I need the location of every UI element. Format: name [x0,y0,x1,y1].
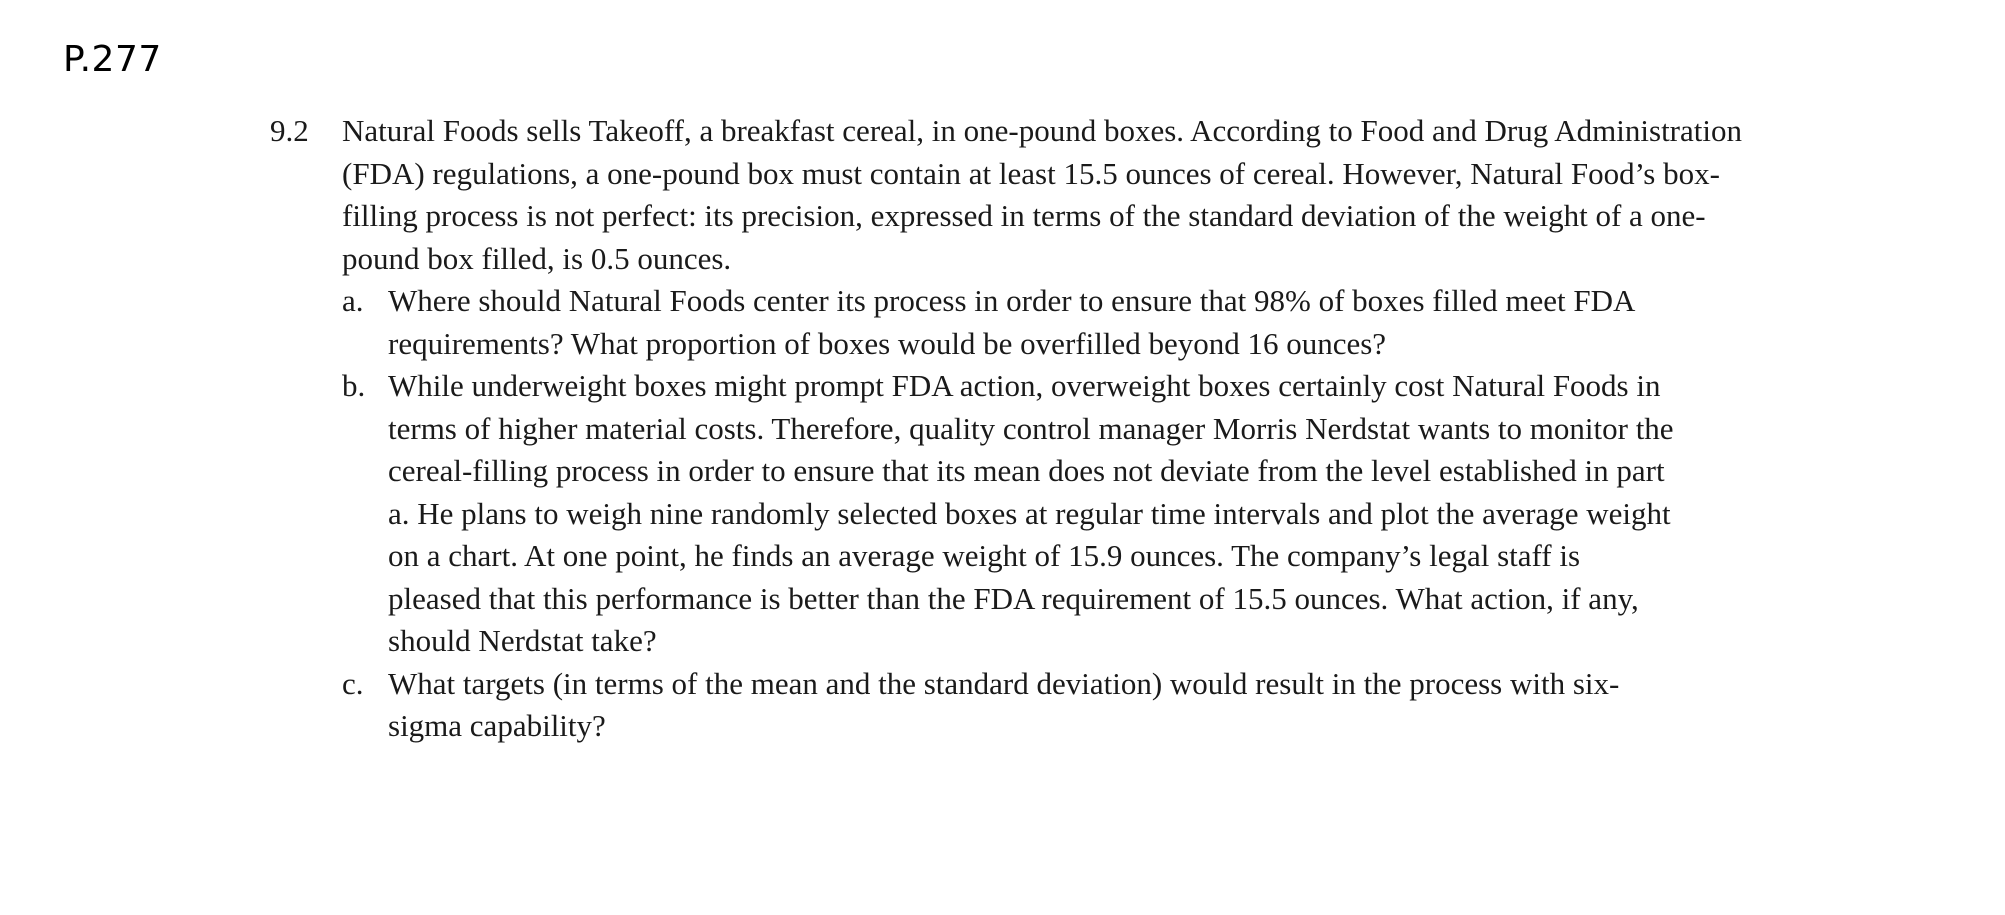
part-text: What targets (in terms of the mean and the standard deviation) would result in the process with six-sigma capability? [388,665,1620,743]
problem-9-2 [270,110,1750,748]
part-b [342,365,1678,663]
problem-number: 9.2 [270,113,309,148]
part-letter: a. [342,283,364,318]
page-label: P.277 [63,39,162,80]
part-letter: c. [342,665,364,701]
part-a [342,280,1678,365]
problem-stem: Natural Foods sells Takeoff, a breakfast cereal, in one-pound boxes. According to Food and Drug Administration (FDA) regulations, a one-pound box must contain at least 15.5 ounces of cereal. However, Natural Food’s box-filling process is not perfect: its precision, expressed in terms of the standard deviation of the weight of a one-pound box filled, is 0.5 ounces. [342,113,1742,276]
part-c [342,663,1678,748]
part-letter: b. [342,368,366,403]
part-text: While underweight boxes might prompt FDA action, overweight boxes certainly cost Natural Foods in terms of higher material costs. Therefore, quality control manager Morris Nerdstat wants to monitor the cereal-filling process in order to ensure that its mean does not deviate from the level established in part a. He plans to weigh nine randomly selected boxes at regular time intervals and plot the average weight on a chart. At one point, he finds an average weight of 15.9 ounces. The company’s legal staff is pleased that this performance is better than the FDA requirement of 15.5 ounces. What action, if any, should Nerdstat take? [388,368,1674,658]
problem-parts [342,280,1750,748]
part-text: Where should Natural Foods center its process in order to ensure that 98% of boxes filled meet FDA requirements? What proportion of boxes would be overfilled beyond 16 ounces? [388,283,1634,361]
